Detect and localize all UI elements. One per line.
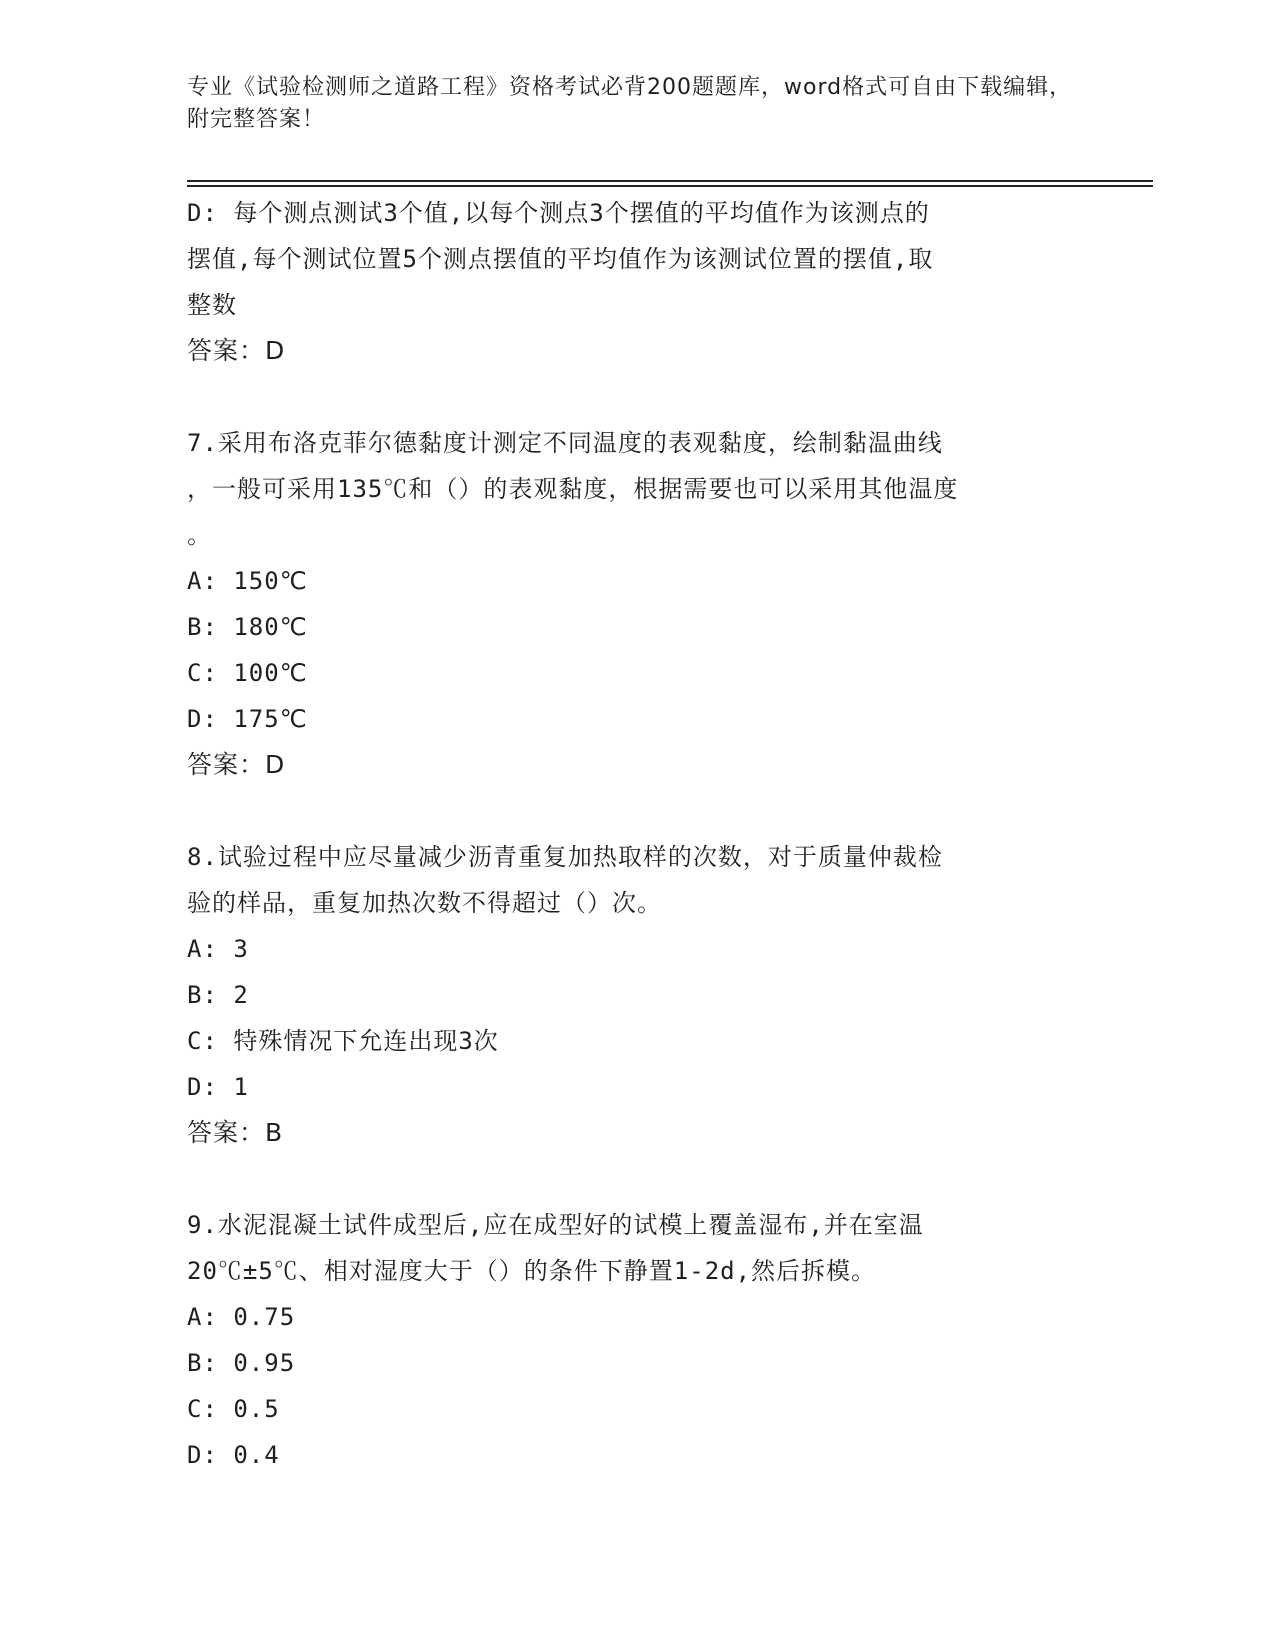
answer-line: 答案：B (187, 1118, 284, 1147)
question-stem-line: 7.采用布洛克菲尔德黏度计测定不同温度的表观黏度，绘制黏温曲线 (187, 429, 943, 457)
option-c: C: 特殊情况下允连出现3次 (187, 1027, 499, 1055)
option-b: B: 180℃ (187, 613, 308, 641)
header-rule-bottom (187, 185, 1153, 187)
option-d-line-2: 摆值,每个测试位置5个测点摆值的平均值作为该测试位置的摆值,取 (187, 245, 934, 273)
option-b: B: 2 (187, 981, 249, 1009)
option-a: A: 150℃ (187, 567, 308, 595)
document-header: 专业《试验检测师之道路工程》资格考试必背200题题库，word格式可自由下载编辑，附完整答案！ (187, 75, 1073, 132)
option-b: B: 0.95 (187, 1349, 296, 1377)
option-a: A: 3 (187, 935, 249, 963)
question-stem-line: ，一般可采用135℃和（）的表观黏度，根据需要也可以采用其他温度 (187, 475, 959, 503)
question-content (187, 190, 1087, 1478)
question-8 (187, 834, 1087, 1156)
prev-question-tail (187, 190, 1087, 374)
answer-line: 答案：D (187, 336, 286, 365)
header-rule-top (187, 180, 1153, 182)
option-c: C: 0.5 (187, 1395, 280, 1423)
question-stem-line: 。 (187, 521, 212, 549)
option-d-line-3: 整数 (187, 291, 237, 319)
option-d: D: 0.4 (187, 1441, 280, 1469)
option-d: D: 1 (187, 1073, 249, 1101)
question-stem-line: 20℃±5℃、相对湿度大于（）的条件下静置1-2d,然后拆模。 (187, 1257, 877, 1285)
question-7 (187, 420, 1087, 788)
answer-line: 答案：D (187, 750, 286, 779)
option-d-line-1: D: 每个测点测试3个值,以每个测点3个摆值的平均值作为该测点的 (187, 199, 930, 227)
question-stem-line: 8.试验过程中应尽量减少沥青重复加热取样的次数，对于质量仲裁检 (187, 843, 943, 871)
option-a: A: 0.75 (187, 1303, 296, 1331)
question-stem-line: 9.水泥混凝土试件成型后,应在成型好的试模上覆盖湿布,并在室温 (187, 1211, 924, 1239)
option-d: D: 175℃ (187, 705, 308, 733)
question-9 (187, 1202, 1087, 1478)
option-c: C: 100℃ (187, 659, 308, 687)
question-stem-line: 验的样品，重复加热次数不得超过（）次。 (187, 889, 662, 917)
